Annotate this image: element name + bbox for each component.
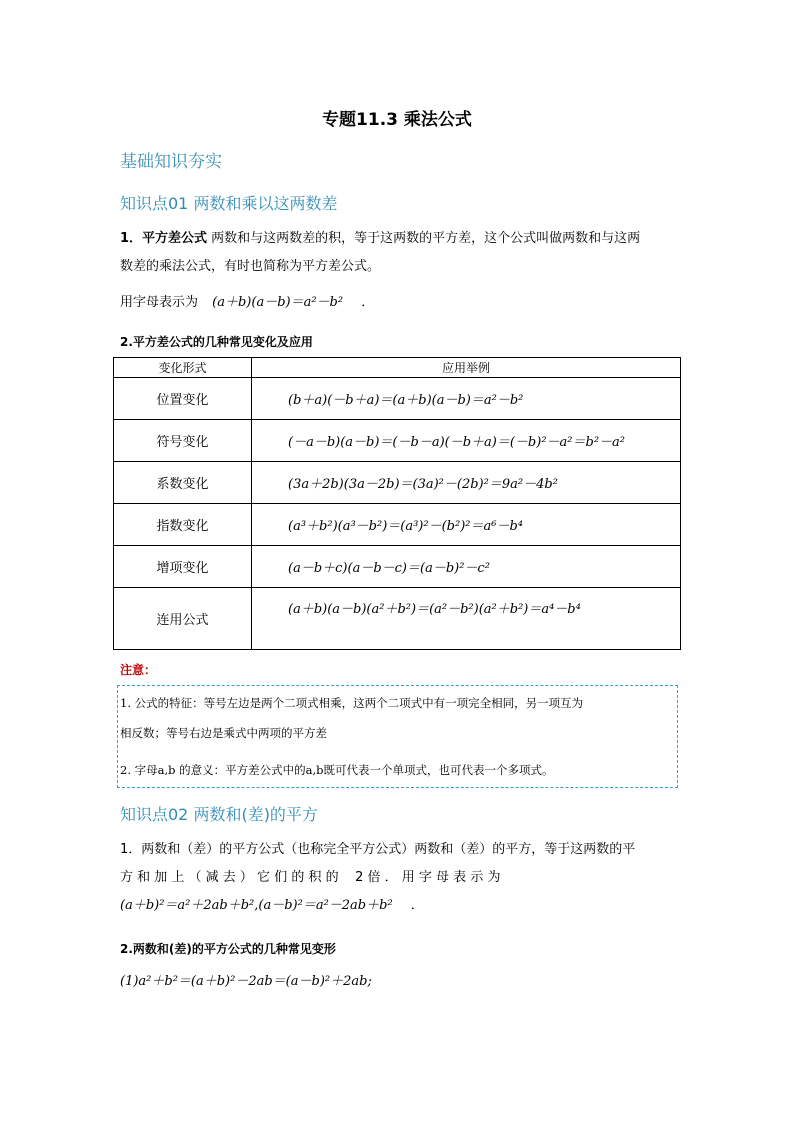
table-cell-form: 指数变化 bbox=[114, 504, 252, 546]
kp2-subheading: 2.两数和(差)的平方公式的几种常见变形 bbox=[120, 942, 336, 956]
kp2-paragraph-1 bbox=[120, 836, 680, 920]
kp1-p2-lead: 用字母表示为 bbox=[120, 295, 199, 310]
note-line-3: 2. 字母a,b 的意义：平方差公式中的a,b既可代表一个单项式，也可代表一个多项式。 bbox=[120, 763, 554, 777]
kp1-p1-text-line2: 数差的乘法公式，有时也简称为平方差公式。 bbox=[120, 259, 381, 274]
kp1-subheading: 2.平方差公式的几种常见变化及应用 bbox=[120, 335, 313, 349]
table-header-row bbox=[114, 358, 681, 378]
kp2-p1-line1: 1．两数和（差）的平方公式（也称完全平方公式）两数和（差）的平方，等于这两数的平 bbox=[120, 842, 636, 857]
table-cell-example: (b＋a)(－b＋a)＝(a＋b)(a－b)＝a²－b² bbox=[252, 378, 681, 420]
table-cell-form: 位置变化 bbox=[114, 378, 252, 420]
kp2-variation-1: (1)a²＋b²＝(a＋b)²－2ab＝(a－b)²＋2ab; bbox=[120, 974, 372, 989]
note-line-1: 1. 公式的特征：等号左边是两个二项式相乘，这两个二项式中有一项完全相同，另一项互为 bbox=[120, 696, 584, 710]
kp1-heading: 知识点01 两数和乘以这两数差 bbox=[120, 194, 338, 213]
table-cell-form: 系数变化 bbox=[114, 462, 252, 504]
table-row bbox=[114, 588, 681, 650]
table-cell-form: 连用公式 bbox=[114, 588, 252, 650]
note-label: 注意： bbox=[120, 663, 157, 677]
kp2-heading: 知识点02 两数和(差)的平方 bbox=[120, 805, 318, 824]
kp1-p1-text-line1: 两数和与这两数差的积，等于这两数的平方差，这个公式叫做两数和与这两 bbox=[207, 231, 641, 246]
variation-table bbox=[113, 357, 681, 650]
table-cell-example: (－a－b)(a－b)＝(－b－a)(－b＋a)＝(－b)²－a²＝b²－a² bbox=[252, 420, 681, 462]
note-line-2: 相反数；等号右边是乘式中两项的平方差 bbox=[120, 726, 327, 740]
table-cell-example: (a－b＋c)(a－b－c)＝(a－b)²－c² bbox=[252, 546, 681, 588]
kp1-p2-end: ． bbox=[361, 295, 375, 310]
table-header-form: 变化形式 bbox=[114, 358, 252, 378]
table-cell-form: 符号变化 bbox=[114, 420, 252, 462]
table-cell-form: 增项变化 bbox=[114, 546, 252, 588]
kp2-p1-end: ． bbox=[410, 898, 424, 913]
kp1-paragraph-1 bbox=[120, 225, 680, 281]
kp1-formula: (a＋b)(a－b)＝a²－b² bbox=[212, 295, 344, 310]
kp2-p1-line2: 方 和 加 上 （ 减 去 ） 它 们 的 积 的 2 倍 ． 用 字 母 表 示 为 bbox=[120, 870, 501, 885]
table-row bbox=[114, 378, 681, 420]
table-cell-example: (a³＋b²)(a³－b²)＝(a³)²－(b²)²＝a⁶－b⁴ bbox=[252, 504, 681, 546]
table-cell-example: (a＋b)(a－b)(a²＋b²)＝(a²－b²)(a²＋b²)＝a⁴－b⁴ bbox=[252, 588, 681, 650]
table-header-example: 应用举例 bbox=[252, 358, 681, 378]
table-row bbox=[114, 504, 681, 546]
table-row bbox=[114, 420, 681, 462]
section-heading: 基础知识夯实 bbox=[120, 152, 222, 172]
kp2-formula: (a＋b)²＝a²＋2ab＋b²,(a－b)²＝a²－2ab＋b² bbox=[120, 898, 393, 913]
table-cell-example: (3a＋2b)(3a－2b)＝(3a)²－(2b)²＝9a²－4b² bbox=[252, 462, 681, 504]
kp1-paragraph-2 bbox=[120, 289, 680, 317]
table-row bbox=[114, 546, 681, 588]
table-row bbox=[114, 462, 681, 504]
page-title: 专题11.3 乘法公式 bbox=[322, 110, 472, 130]
kp1-p1-lead: 1．平方差公式 bbox=[120, 231, 208, 246]
